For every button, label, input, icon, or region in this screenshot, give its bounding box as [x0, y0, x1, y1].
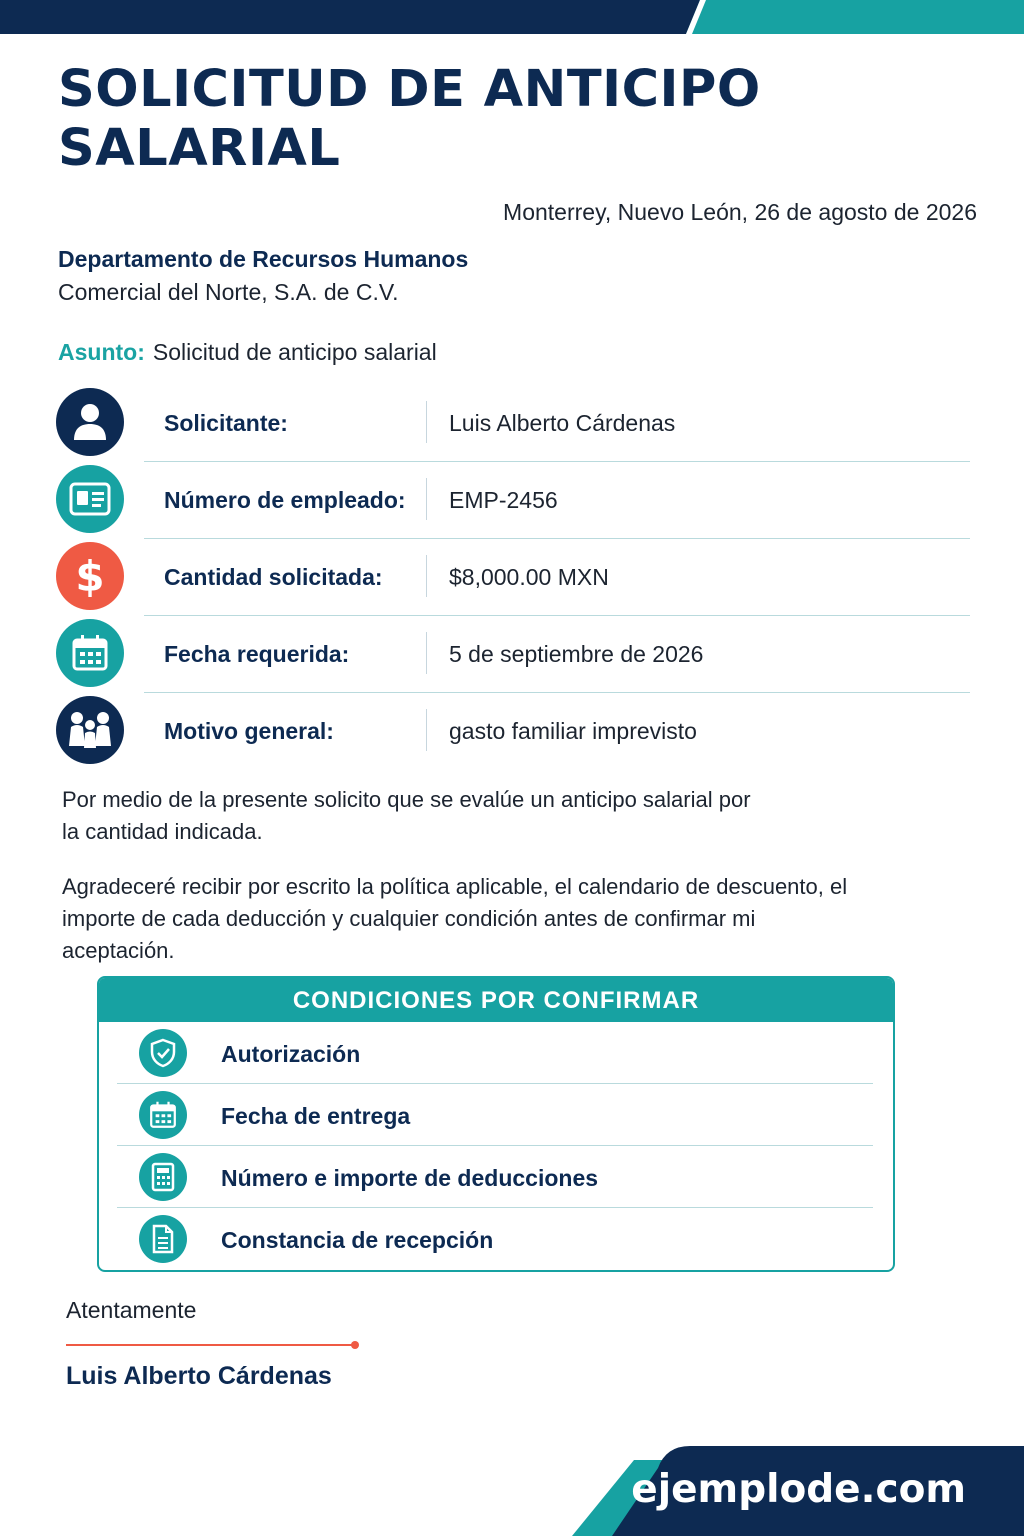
detail-label: Solicitante:: [164, 410, 288, 436]
column-divider: [426, 709, 427, 751]
dollar-icon: [56, 542, 124, 610]
family-icon: [56, 696, 124, 764]
shield-check-icon: [139, 1029, 187, 1077]
detail-value: 5 de septiembre de 2026: [449, 641, 704, 667]
date-line: Monterrey, Nuevo León, 26 de agosto de 2026: [503, 199, 977, 225]
detail-row-applicant: [56, 385, 970, 462]
detail-value: EMP-2456: [449, 487, 558, 513]
column-divider: [426, 632, 427, 674]
calendar-icon: [56, 619, 124, 687]
condition-label: Autorización: [221, 1041, 361, 1067]
recipient-company: Comercial del Norte, S.A. de C.V.: [58, 279, 399, 305]
calculator-icon: [139, 1153, 187, 1201]
detail-value: gasto familiar imprevisto: [449, 718, 697, 744]
conditions-box: [97, 976, 895, 1272]
id-card-icon: [56, 465, 124, 533]
details-list: [56, 385, 970, 765]
detail-value: $8,000.00 MXN: [449, 564, 609, 590]
detail-value: Luis Alberto Cárdenas: [449, 410, 676, 436]
condition-item: [99, 1022, 893, 1084]
calendar-icon: [139, 1091, 187, 1139]
footer-brand[interactable]: ejemplode.com: [631, 1467, 966, 1512]
detail-row-reason: [56, 693, 970, 765]
signature-line: [66, 1344, 354, 1346]
column-divider: [426, 401, 427, 443]
condition-item: [99, 1208, 893, 1270]
page-title: SOLICITUD DE ANTICIPO SALARIAL: [58, 60, 761, 178]
detail-row-amount: [56, 539, 970, 616]
condition-label: Fecha de entrega: [221, 1103, 411, 1129]
detail-label: Cantidad solicitada:: [164, 564, 383, 590]
condition-item: [99, 1084, 893, 1146]
subject-label: Asunto:: [58, 339, 145, 365]
condition-label: Constancia de recepción: [221, 1227, 494, 1253]
condition-item: [99, 1146, 893, 1208]
top-accent-bar: [0, 0, 1024, 34]
signature-name: Luis Alberto Cárdenas: [66, 1362, 332, 1390]
body-paragraph-2: Agradeceré recibir por escrito la política aplicable, el calendario de descuento, el importe de cada deducción y cualquier condición antes de confirmar mi aceptación.: [62, 874, 848, 963]
detail-row-required-date: [56, 616, 970, 693]
detail-label: Fecha requerida:: [164, 641, 350, 667]
subject-text: Solicitud de anticipo salarial: [152, 339, 437, 365]
detail-row-employee-number: [56, 462, 970, 539]
closing-text: Atentamente: [66, 1297, 197, 1323]
conditions-heading: CONDICIONES POR CONFIRMAR: [99, 978, 893, 1022]
column-divider: [426, 555, 427, 597]
body-paragraph-1: Por medio de la presente solicito que se evalúe un anticipo salarial por la cantidad indicada.: [62, 787, 751, 844]
condition-label: Número e importe de deducciones: [221, 1165, 599, 1191]
svg-text:$: $: [75, 553, 105, 599]
detail-label: Número de empleado:: [164, 487, 406, 513]
column-divider: [426, 478, 427, 520]
subject-line: [58, 339, 437, 366]
document-icon: [139, 1215, 187, 1263]
recipient-department: Departamento de Recursos Humanos: [58, 246, 469, 272]
signature-line-dot: [351, 1341, 359, 1349]
person-icon: [56, 388, 124, 456]
detail-label: Motivo general:: [164, 718, 334, 744]
